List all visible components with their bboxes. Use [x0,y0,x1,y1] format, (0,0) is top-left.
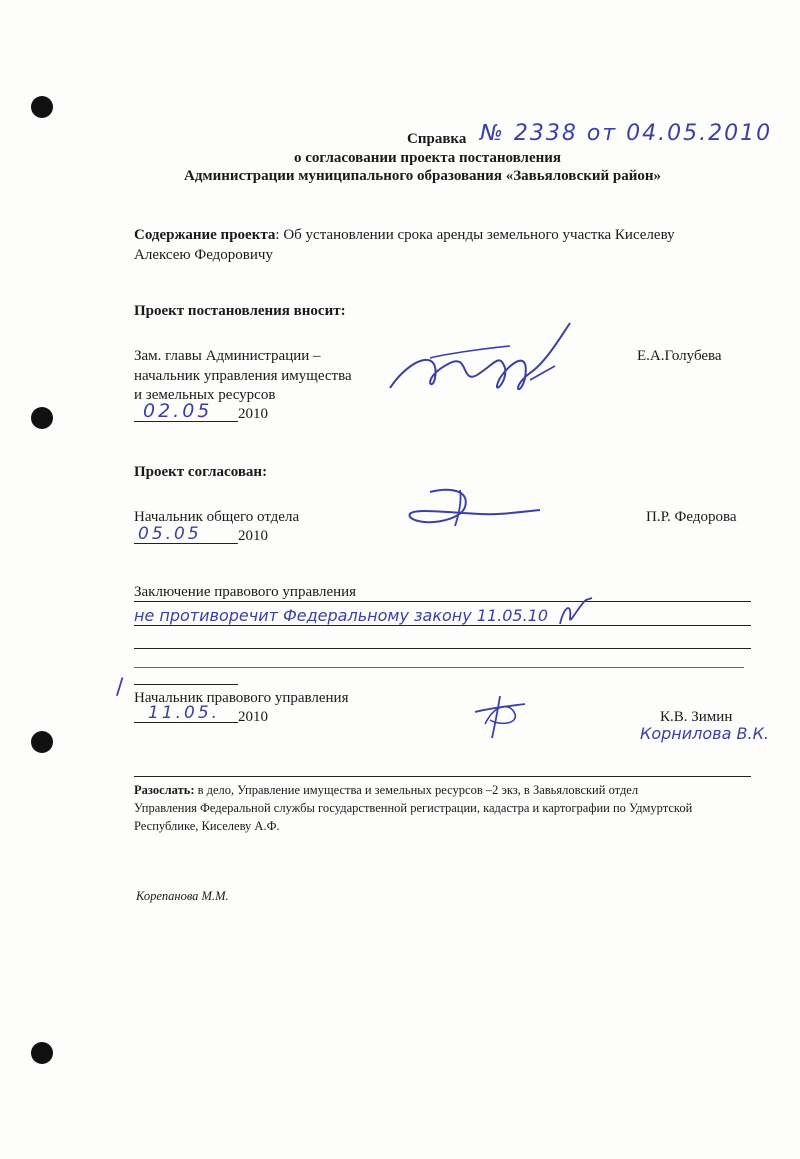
approval-signature [400,482,550,532]
distribution-line3: Республике, Киселеву А.Ф. [134,819,280,833]
legal-margin-mark: / [116,675,124,700]
approval-heading: Проект согласован: [134,464,268,480]
punch-hole [31,1042,53,1064]
approval-name: П.Р. Федорова [646,509,737,525]
submitter-signature [380,318,580,418]
conclusion-line [134,625,751,626]
legal-date-handwritten: 11.05. [148,703,221,723]
legal-year: 2010 [238,709,268,725]
document-title-line3: Администрации муниципального образования «Завьяловский район» [184,168,662,184]
distribution-text: в дело, Управление имущества и земельных ресурсов –2 экз, в Завьяловский отдел [194,783,639,797]
conclusion-line [134,648,751,649]
legal-conclusion-label: Заключение правового управления [134,584,357,600]
approval-year: 2010 [238,528,268,544]
punch-hole [31,96,53,118]
document-number-handwritten: № 2338 от 04.05.2010 [480,121,773,146]
distribution-rule [134,776,751,777]
conclusion-line [134,601,751,602]
approval-position: Начальник общего отдела [134,509,300,525]
distribution-line1 [134,782,754,799]
legal-signature [470,694,530,740]
project-content-label: Содержание проекта [134,227,276,243]
project-content-line1 [134,226,675,245]
legal-name-handwritten: Корнилова В.К. [640,724,770,743]
submitter-name: Е.А.Голубева [637,348,722,364]
submitter-date-handwritten: 02.05 [143,400,213,422]
legal-position: Начальник правового управления [134,690,349,706]
submitter-year: 2010 [238,406,268,422]
document-title-line2: о согласовании проекта постановления [294,150,562,166]
document-title-word: Справка [407,131,467,147]
punch-hole [31,731,53,753]
project-content-text: : Об установлении срока аренды земельного участка Киселеву [275,227,675,243]
project-content-line2: Алексею Федоровичу [134,247,273,263]
approval-date-handwritten: 05.05 [138,524,202,544]
distribution-line2: Управления Федеральной службы государственной регистрации, кадастра и картографии по Удмуртской [134,801,693,815]
submitter-position-line3: и земельных ресурсов [134,387,276,403]
conclusion-line [134,667,744,668]
author-name: Корепанова М.М. [136,889,229,903]
punch-hole [31,407,53,429]
submitter-heading: Проект постановления вносит: [134,303,346,319]
submitter-position-line1: Зам. главы Администрации – [134,348,321,364]
short-rule [134,684,238,685]
distribution-label: Разослать: [134,783,195,797]
legal-name: К.В. Зимин [660,709,733,725]
legal-conclusion-handwritten: не противоречит Федеральному закону 11.05.10 [134,606,549,625]
submitter-position-line2: начальник управления имущества [134,368,352,384]
